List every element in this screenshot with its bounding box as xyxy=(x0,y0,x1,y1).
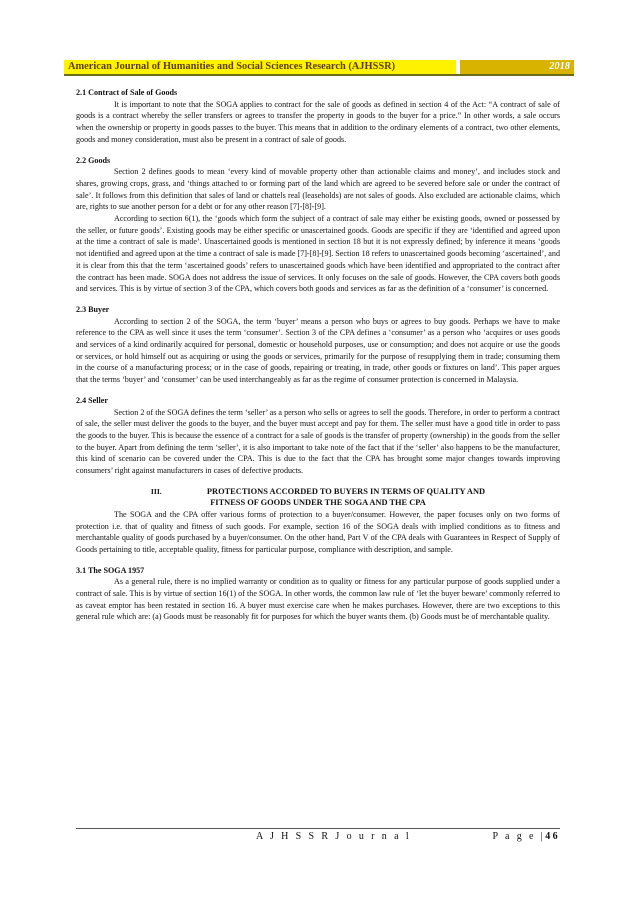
section-3-title-line-2: FITNESS OF GOODS UNDER THE SOGA AND THE CPA xyxy=(210,498,426,508)
section-3-paragraph: The SOGA and the CPA offer various forms of protection to a buyer/consumer. However, the paper focuses only on two forms of protection i.e. that of quality and fitness of such goods. For example, section 16 of the SOGA deals with implied conditions as to fitness and merchantable quality of goods purchased by a buyer/consumer. On the other hand, Part V of the CPA deals with Guarantees in Respect of Supply of Goods pertaining to title, acceptable quality, fitness for particular purpose, compliance with description, and sample. xyxy=(76,509,560,554)
section-3-heading xyxy=(76,486,560,509)
section-2-2-heading: 2.2 Goods xyxy=(76,155,111,165)
journal-header xyxy=(64,60,574,76)
section-3-number: III. xyxy=(150,486,162,496)
section-2-4-paragraph: Section 2 of the SOGA defines the term ‘seller’ as a person who sells or agrees to sell the goods. Therefore, in order to perform a contract of sale, the seller must deliver the goods to the buyer, and the buyer must accept and pay for them. The seller must have a good title in order to pass the goods to the buyer. This is because the essence of a contract for a sale of goods is the transfer of property (ownership) in the goods from the seller to the buyer. Apart from defining the term ‘seller’, it is also important to take note of the fact that if the ‘seller’ also happens to be the manufacturer, this kind of scenario can be covered under the CPA. This is due to the fact that the CPA has brought some major changes towards improving consumers’ right against manufacturers in cases of defective products. xyxy=(76,407,560,476)
section-2-2-paragraph-2: According to section 6(1), the ‘goods which form the subject of a contract of sale may either be existing goods, owned or possessed by the seller, or future goods’. Existing goods may be either specific or unascertained goods. Goods are specific if they are ‘identified and agreed upon at the time a contract of sale is made’. Unascertained goods is mentioned in section 18 but it is not expressly defined; by inference it means ‘goods not identified and agreed upon at the time a contract of sale is made [7]-[8]-[9]. Section 18 refers to unascertained goods becoming ‘ascertained’, and it is clear from this that the term ‘ascertained goods’ refers to unascertained goods which have been identified and appropriated to the contract after the contract has been made. SOGA does not address the issue of services. It only focuses on the sale of goods. However, the CPA covers both goods and services. This is by virtue of section 3 of the CPA, which covers both goods and services as far as the definition of a ‘consumer’ is concerned. xyxy=(76,214,560,294)
footer-journal: A J H S S R J o u r n a l xyxy=(256,831,412,842)
header-year: 2018 xyxy=(460,60,574,74)
section-2-3-heading: 2.3 Buyer xyxy=(76,304,110,314)
section-2-4-heading: 2.4 Seller xyxy=(76,395,108,405)
section-3-1-heading: 3.1 The SOGA 1957 xyxy=(76,565,145,575)
section-2-2-paragraph-1: Section 2 defines goods to mean ‘every kind of movable property other than actionable claims and money’, and includes stock and shares, growing crops, grass, and ‘things attached to or forming part of the land which are agreed to be severed before sale or under the contract of sale’. It follows from this definition that sales of land or chattels real (leaseholds) are not sales of goods. Also excluded are actionable claims, which are, rights to sue another person for a debt or for any other reason [7]-[8]-[9]. xyxy=(76,167,560,212)
footer-page-number: 46 xyxy=(545,831,560,842)
footer-page xyxy=(493,831,560,842)
page-content xyxy=(76,87,560,623)
page-footer xyxy=(76,828,560,843)
footer-page-label: P a g e | xyxy=(492,831,546,842)
section-3-1-paragraph: As a general rule, there is no implied warranty or condition as to quality or fitness for any particular purpose of goods supplied under a contract of sale. This is by virtue of section 16(1) of the SOGA. In other words, the common law rule of ‘let the buyer beware’ commonly referred to as caveat emptor has been restated in section 16. A buyer must exercise care when he makes purchases. However, there are two exceptions to this general rule which are: (a) Goods must be reasonably fit for purposes for which the buyer wants them. (b) Goods must be of merchantable quality. xyxy=(76,577,560,622)
journal-title: American Journal of Humanities and Social Sciences Research (AJHSSR) xyxy=(64,60,456,74)
section-2-1-heading: 2.1 Contract of Sale of Goods xyxy=(76,88,178,97)
section-2-3-paragraph: According to section 2 of the SOGA, the term ‘buyer’ means a person who buys or agrees to buy goods. Perhaps we have to make reference to the CPA as well since it uses the term ‘consumer’. Section 3 of the CPA defines a ‘consumer’ as a person who ‘acquires or uses goods and services of a kind ordinarily acquired for personal, domestic or household purposes, use or consumption; and does not acquire or use the goods or services, or hold himself out as acquiring or using the goods or services, primarily for the purpose of resupplying them in trade; consuming them in the course of a manufacturing process; or in the case of goods, repairing or treating, in trade, other goods or fixtures on land’. This paper argues that the terms ‘buyer’ and ‘consumer’ can be used interchangeably as far as the regime of consumer protection is concerned in Malaysia. xyxy=(76,316,560,385)
section-2-1-paragraph: It is important to note that the SOGA applies to contract for the sale of goods as defined in section 4 of the Act: “A contract of sale of goods is a contract whereby the seller transfers or agrees to transfer the property in goods to the buyer for a price.” In other words, a sale occurs when the ownership or property in goods passes to the buyer. This means that in addition to the ordinary elements of a contract, two other elements, goods and money consideration, must also be present in a contract of sale of goods. xyxy=(76,99,560,144)
section-3-title-line-1: PROTECTIONS ACCORDED TO BUYERS IN TERMS OF QUALITY AND xyxy=(206,486,486,496)
